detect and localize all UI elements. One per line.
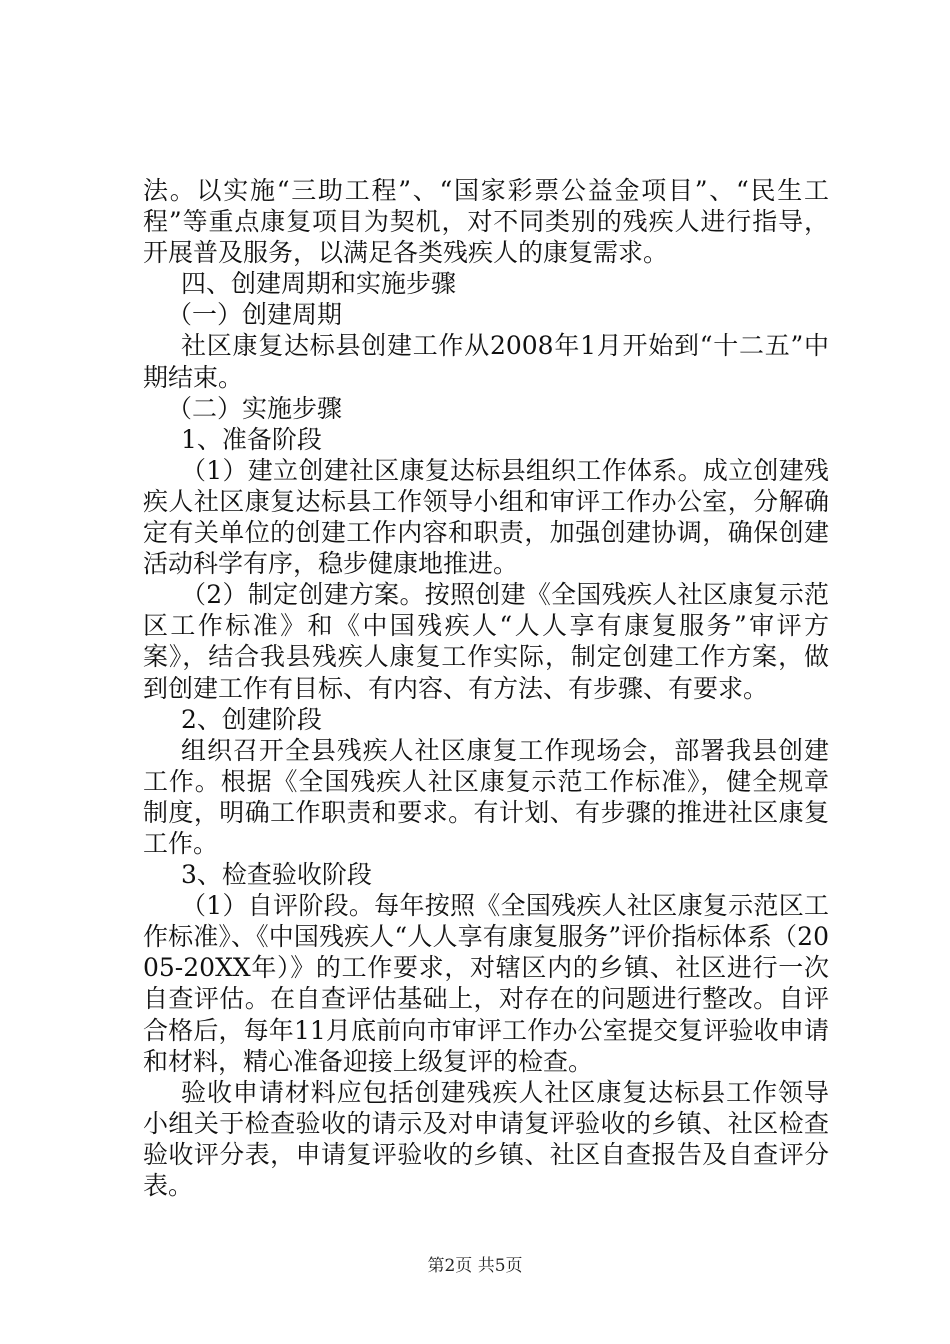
paragraph-continuation: 法。以实施“三助工程”、“国家彩票公益金项目”、“民生工程”等重点康复项目为契机，对不同类别的残疾人进行指导，开展普及服务，以满足各类残疾人的康复需求。 xyxy=(143,176,829,268)
paragraph-preparation-2: （2）制定创建方案。按照创建《全国残疾人社区康复示范区工作标准》和《中国残疾人“人人享有康复服务”审评方案》，结合我县残疾人康复工作实际，制定创建工作方案，做到创建工作有目标、有内容、有方法、有步骤、有要求。 xyxy=(143,580,829,703)
step-heading-preparation: 1、准备阶段 xyxy=(181,424,322,454)
page-number: 第2页 共5页 xyxy=(427,1256,523,1276)
paragraph-preparation-1: （1）建立创建社区康复达标县组织工作体系。成立创建残疾人社区康复达标县工作领导小组和审评工作办公室，分解确定有关单位的创建工作内容和职责，加强创建协调，确保创建活动科学有序，稳步健康地推进。 xyxy=(143,455,829,579)
paragraph-period: 社区康复达标县创建工作从2008年1月开始到“十二五”中期结束。 xyxy=(143,331,829,392)
subsection-heading-period: （一）创建周期 xyxy=(167,300,343,330)
document-body xyxy=(143,175,829,1201)
paragraph-application-materials: 验收申请材料应包括创建残疾人社区康复达标县工作领导小组关于检查验收的请示及对申请复评验收的乡镇、社区检查验收评分表，申请复评验收的乡镇、社区自查报告及自查评分表。 xyxy=(143,1077,829,1200)
step-heading-creation: 2、创建阶段 xyxy=(181,704,322,734)
section-heading-4: 四、创建周期和实施步骤 xyxy=(181,269,457,299)
step-heading-inspection: 3、检查验收阶段 xyxy=(181,860,372,890)
paragraph-creation: 组织召开全县残疾人社区康复工作现场会，部署我县创建工作。根据《全国残疾人社区康复示范工作标准》，健全规章制度，明确工作职责和要求。有计划、有步骤的推进社区康复工作。 xyxy=(143,735,829,858)
subsection-heading-steps: （二）实施步骤 xyxy=(167,393,343,423)
paragraph-self-assessment: （1）自评阶段。每年按照《全国残疾人社区康复示范区工作标准》、《中国残疾人“人人享有康复服务”评价指标体系（2005-20XX年）》的工作要求，对辖区内的乡镇、社区进行一次自查评估。在自查评估基础上，对存在的问题进行整改。自评合格后，每年11月底前向市审评工作办公室提交复评验收申请和材料，精心准备迎接上级复评的检查。 xyxy=(143,891,829,1076)
